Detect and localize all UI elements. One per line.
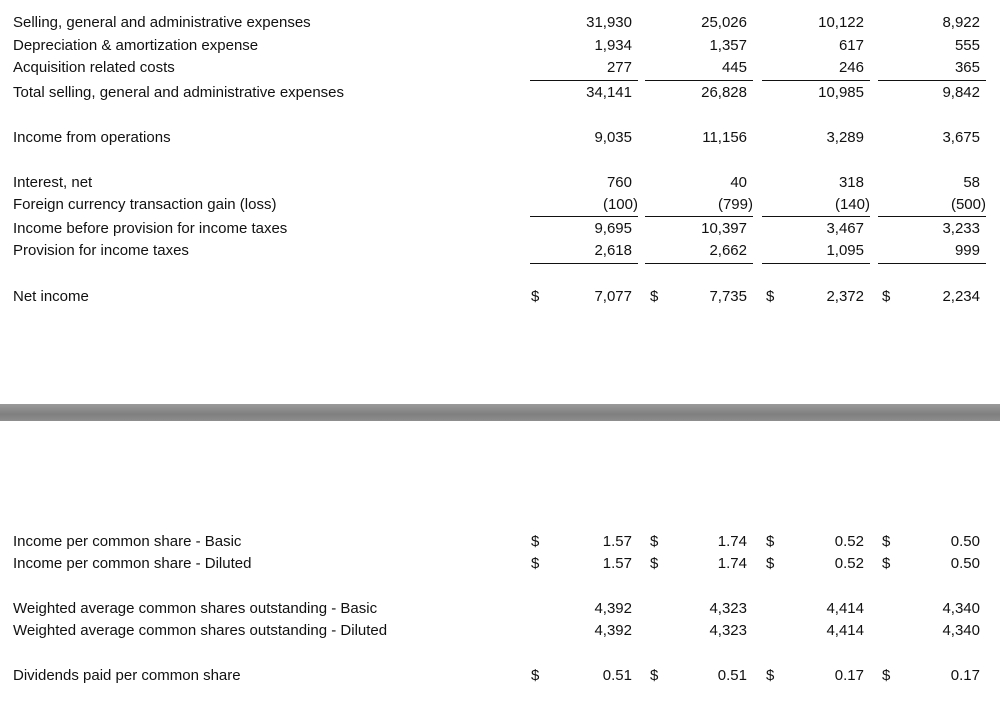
cell-value: 2,372 [826,288,864,305]
cell-value: 0.50 [950,555,980,572]
cell-value: 0.17 [834,667,864,684]
subtotal-rule [645,216,753,217]
row-label: Acquisition related costs [13,59,175,76]
row-label: Dividends paid per common share [13,667,241,684]
cell-value: 3,289 [826,129,864,146]
currency-symbol: $ [882,533,891,550]
subtotal-rule [878,263,986,264]
row-label: Income per common share - Diluted [13,555,252,572]
cell-value: 40 [730,174,747,191]
cell-value: 760 [606,174,632,191]
cell-value: 246 [838,59,864,76]
cell-value: 0.51 [602,667,632,684]
cell-value: 555 [954,37,980,54]
cell-value: 1,934 [594,37,632,54]
cell-value: (100) [602,196,638,213]
cell-value: 365 [954,59,980,76]
cell-value: 1.74 [717,533,747,550]
subtotal-rule [762,80,870,81]
row-label: Foreign currency transaction gain (loss) [13,196,277,213]
cell-value: 318 [838,174,864,191]
currency-symbol: $ [882,288,891,305]
cell-value: 8,922 [942,14,980,31]
row-label: Depreciation & amortization expense [13,37,259,54]
cell-value: 1.74 [717,555,747,572]
cell-value: 26,828 [701,84,747,101]
currency-symbol: $ [531,533,540,550]
cell-value: 4,414 [826,600,864,617]
subtotal-rule [645,263,753,264]
currency-symbol: $ [650,555,659,572]
cell-value: 10,397 [701,220,747,237]
cell-value: 10,122 [818,14,864,31]
currency-symbol: $ [531,667,540,684]
row-label: Weighted average common shares outstanding - Diluted [13,622,388,639]
cell-value: 31,930 [586,14,632,31]
cell-value: 9,035 [594,129,632,146]
currency-symbol: $ [882,667,891,684]
cell-value: 2,618 [594,242,632,259]
cell-value: 277 [606,59,632,76]
cell-value: 0.52 [834,555,864,572]
subtotal-rule [530,216,638,217]
cell-value: 4,414 [826,622,864,639]
cell-value: 1,095 [826,242,864,259]
cell-value: 617 [838,37,864,54]
currency-symbol: $ [766,555,775,572]
cell-value: 7,077 [594,288,632,305]
currency-symbol: $ [531,288,540,305]
cell-value: 1.57 [602,533,632,550]
cell-value: (140) [834,196,870,213]
cell-value: 0.52 [834,533,864,550]
currency-symbol: $ [650,288,659,305]
currency-symbol: $ [650,533,659,550]
subtotal-rule [645,80,753,81]
cell-value: 4,323 [709,622,747,639]
row-label: Net income [13,288,89,305]
currency-symbol: $ [650,667,659,684]
subtotal-rule [530,80,638,81]
cell-value: (799) [717,196,753,213]
subtotal-rule [878,80,986,81]
window-split-bar [0,404,1000,421]
subtotal-rule [878,216,986,217]
cell-value: 445 [721,59,747,76]
cell-value: 4,323 [709,600,747,617]
cell-value: 11,156 [702,129,747,146]
cell-value: 9,842 [942,84,980,101]
currency-symbol: $ [882,555,891,572]
row-label: Selling, general and administrative expenses [13,14,311,31]
cell-value: 9,695 [594,220,632,237]
cell-value: 3,675 [942,129,980,146]
subtotal-rule [762,263,870,264]
subtotal-rule [530,263,638,264]
cell-value: 1.57 [602,555,632,572]
currency-symbol: $ [766,533,775,550]
currency-symbol: $ [766,667,775,684]
cell-value: 0.17 [950,667,980,684]
cell-value: 999 [954,242,980,259]
row-label: Income before provision for income taxes [13,220,288,237]
cell-value: 2,662 [709,242,747,259]
cell-value: 0.51 [717,667,747,684]
cell-value: 34,141 [586,84,632,101]
cell-value: 2,234 [942,288,980,305]
cell-value: 3,233 [942,220,980,237]
cell-value: 3,467 [826,220,864,237]
row-label: Income from operations [13,129,171,146]
cell-value: 4,340 [942,600,980,617]
cell-value: 4,392 [594,600,632,617]
cell-value: 1,357 [709,37,747,54]
row-label: Total selling, general and administrative expenses [13,84,345,101]
cell-value: 4,392 [594,622,632,639]
cell-value: 0.50 [950,533,980,550]
currency-symbol: $ [531,555,540,572]
cell-value: 25,026 [701,14,747,31]
cell-value: 4,340 [942,622,980,639]
row-label: Income per common share - Basic [13,533,242,550]
row-label: Interest, net [13,174,93,191]
cell-value: 58 [963,174,980,191]
row-label: Weighted average common shares outstanding - Basic [13,600,378,617]
cell-value: (500) [950,196,986,213]
subtotal-rule [762,216,870,217]
cell-value: 10,985 [818,84,864,101]
cell-value: 7,735 [709,288,747,305]
row-label: Provision for income taxes [13,242,189,259]
currency-symbol: $ [766,288,775,305]
